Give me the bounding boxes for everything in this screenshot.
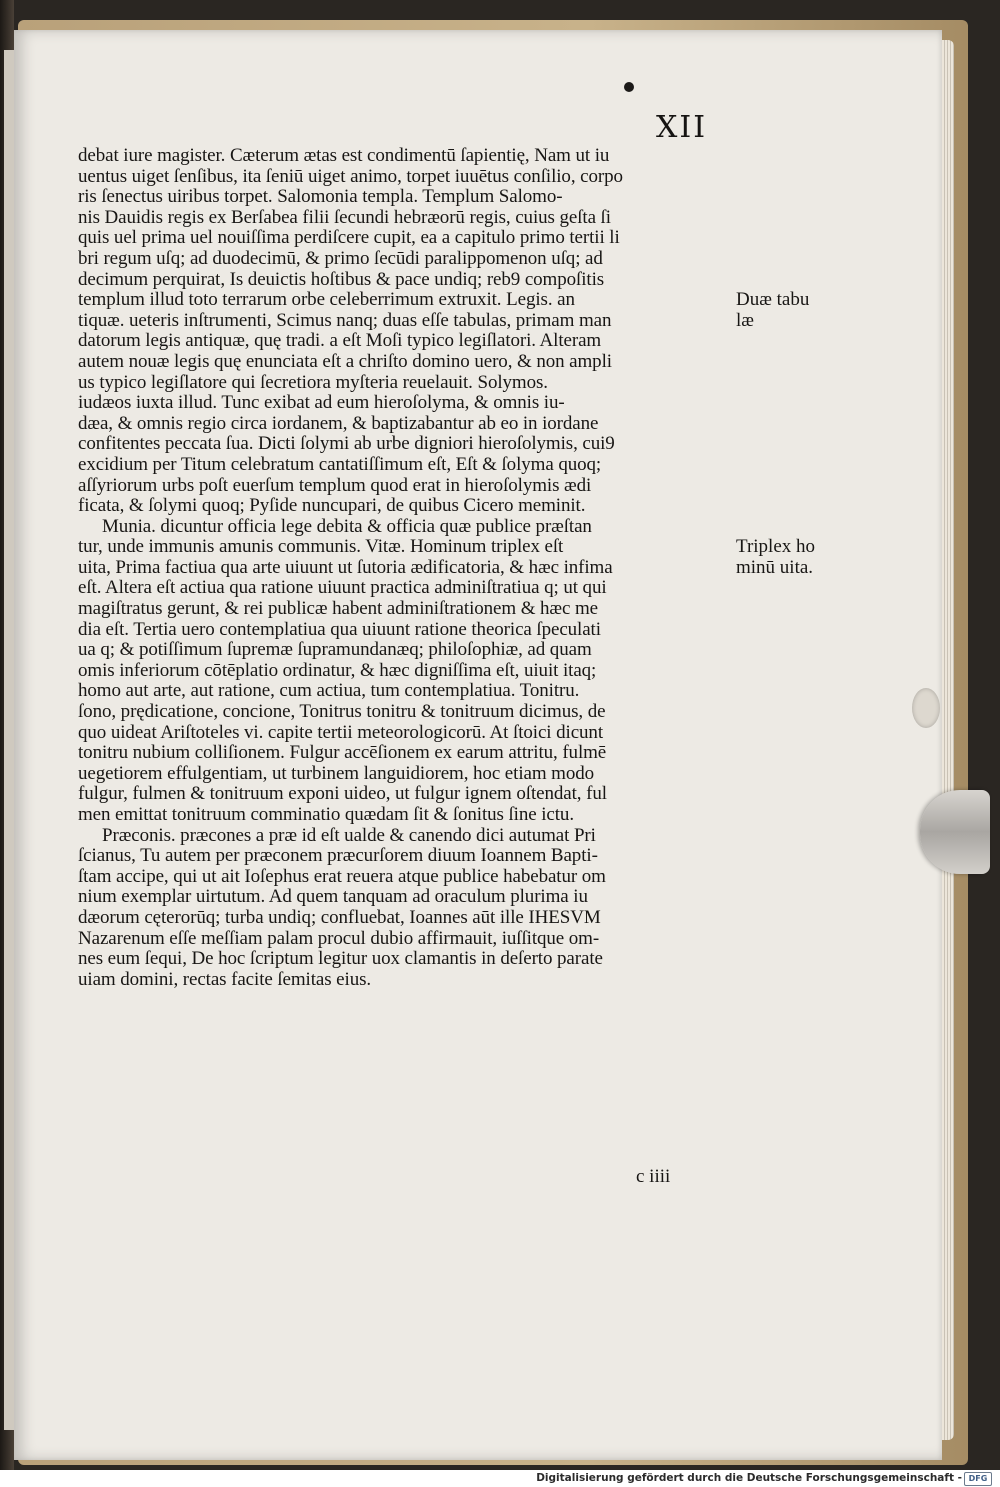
margin-note-line: Triplex ho: [736, 536, 816, 558]
text-line: quis uel prima uel nouiſſima perdiſcere cupit, ea a capitulo primo tertii li: [78, 228, 620, 249]
paper-hole: [912, 688, 940, 728]
text-line: eſt. Altera eſt actiua qua ratione uiuunt practica adminiſtratiua q; ut qui: [78, 578, 607, 599]
margin-note-line: læ: [736, 309, 754, 331]
text-line: magiſtratus gerunt, & rei publicæ habent adminiſtrationem & hæc me: [78, 599, 599, 620]
text-line: nis Dauidis regis ex Berſabea filii ſecundi hebræorū regis, cuius geſta ſi: [78, 207, 611, 228]
text-line: dæorum cęterorūq; turba undiq; confluebat, Ioannes aūt ille IHESVM: [78, 907, 601, 928]
text-line: debat iure magister. Cæterum ætas est condimentū ſapientię, Nam ut iu: [78, 146, 610, 166]
signature-mark: c iiii: [636, 1166, 671, 1187]
text-line: nes eum ſequi, De hoc ſcriptum legitur uox clamantis in deſerto parate: [78, 949, 603, 970]
text-line: fulgur, fulmen & tonitruum exponi uideo, ut fulgur ignem oſtendat, ful: [78, 784, 607, 805]
text-line: aſſyriorum urbs poſt euerſum templum quod erat in hieroſolymis ædi: [78, 475, 592, 496]
text-line: omis inferiorum cōtēplatio ordinatur, & hæc digniſſima eſt, uiuit itaq;: [78, 660, 597, 681]
text-line: bri regum uſq; ad duodecimū, & primo ſecūdi paralippomenon uſq; ad: [78, 248, 603, 269]
text-line: uiam domini, rectas facite ſemitas eius.: [78, 969, 372, 990]
text-line: Præconis. præcones a præ id eſt ualde & canendo dici autumat Pri: [102, 825, 596, 846]
text-line: tiquæ. ueteris inſtrumenti, Scimus nanq; duas eſſe tabulas, primam man: [78, 310, 612, 331]
text-line: autem nouæ legis quę enunciata eſt a chriſto domino uero, & non ampli: [78, 351, 612, 372]
text-line: men emittat tonitruum comminatio quædam ſit & ſonitus ſine ictu.: [78, 805, 574, 825]
text-line: excidium per Titum celebratum cantatiſſimum eſt, Eſt & ſolyma quoq;: [78, 454, 602, 475]
digitization-credit: Digitalisierung gefördert durch die Deutsche Forschungsgemeinschaft -: [536, 1472, 962, 1484]
margin-note-line: Duæ tabu: [736, 289, 810, 311]
text-line: homo aut arte, aut ratione, cum actiua, tum contemplatiua. Tonitru.: [78, 681, 580, 702]
text-line: datorum legis antiquæ, quę tradi. a eſt Moſi typico legiſlatori. Alteram: [78, 331, 602, 352]
text-line: dia eſt. Tertia uero contemplatiua qua uiuunt ratione theorica ſpeculati: [78, 619, 601, 640]
text-line: Munia. dicuntur officia lege debita & officia quæ publice præſtan: [102, 516, 592, 537]
text-line: decimum perquirat, Is deuictis hoſtibus & pace undiq; reb9 compoſitis: [78, 269, 605, 290]
text-line: Nazarenum eſſe meſſiam palam procul dubio affirmauit, iuſſitque om-: [78, 928, 600, 949]
text-line: tur, unde immunis amunis communis. Vitæ. Hominum triplex eſt: [78, 537, 564, 558]
ink-dot: [624, 82, 634, 92]
facing-page-edge: [4, 50, 14, 1430]
text-line: dæa, & omnis regio circa iordanem, & baptizabantur ab eo in iordane: [78, 413, 599, 434]
text-line: tonitru nubium colliſionem. Fulgur accēſionem ex earum attritu, fulmē: [78, 743, 607, 764]
text-line: ſtam accipe, qui ut ait Ioſephus erat reuera atque publice habebatur om: [78, 866, 606, 887]
text-line: ſcianus, Tu autem per præconem præcurſorem diuum Ioannem Bapti-: [78, 846, 598, 867]
text-line: uita, Prima factiua qua arte uiuunt ut ſutoria ædificatoria, & hæc infima: [78, 557, 613, 578]
text-line: ficata, & ſolymi quoq; Pyſide nuncupari, de quibus Cicero meminit.: [78, 496, 586, 517]
text-line: us typico legiſlatore qui ſecretiora myſteria reuelauit. Solymos.: [78, 372, 548, 393]
margin-note-line: minū uita.: [736, 557, 814, 578]
page-clip: [920, 790, 990, 874]
text-line: uentus uiget ſenſibus, ita ſeniū uiget animo, torpet iuuētus conſilio, corpo: [78, 166, 623, 187]
text-line: ua q; & potiſſimum ſupremæ ſupramundanæq; philoſophiæ, ad quam: [78, 640, 592, 661]
folio-number: XII: [656, 110, 708, 145]
text-line: nium exemplar uirtutum. Ad quem tanquam ad oraculum plurima iu: [78, 887, 588, 908]
dfg-logo: DFG: [964, 1472, 992, 1486]
text-line: templum illud toto terrarum orbe celeberrimum extruxit. Legis. an: [78, 290, 575, 311]
text-line: ris ſenectus uiribus torpet. Salomonia templa. Templum Salomo-: [78, 187, 563, 208]
text-line: confitentes peccata ſua. Dicti ſolymi ab urbe digniori hieroſolymis, cui9: [78, 434, 615, 455]
text-line: quo uideat Ariſtoteles vi. capite tertii meteorologicorū. At ſtoici dicunt: [78, 722, 603, 743]
text-line: iudæos iuxta illud. Tunc exibat ad eum hieroſolyma, & omnis iu-: [78, 393, 565, 414]
text-line: ſono, prędicatione, concione, Tonitrus tonitru & tonitruum dicimus, de: [78, 702, 606, 723]
text-line: uegetiorem effulgentiam, ut turbinem languidiorem, hoc etiam modo: [78, 763, 595, 784]
main-text-block: [78, 146, 738, 990]
